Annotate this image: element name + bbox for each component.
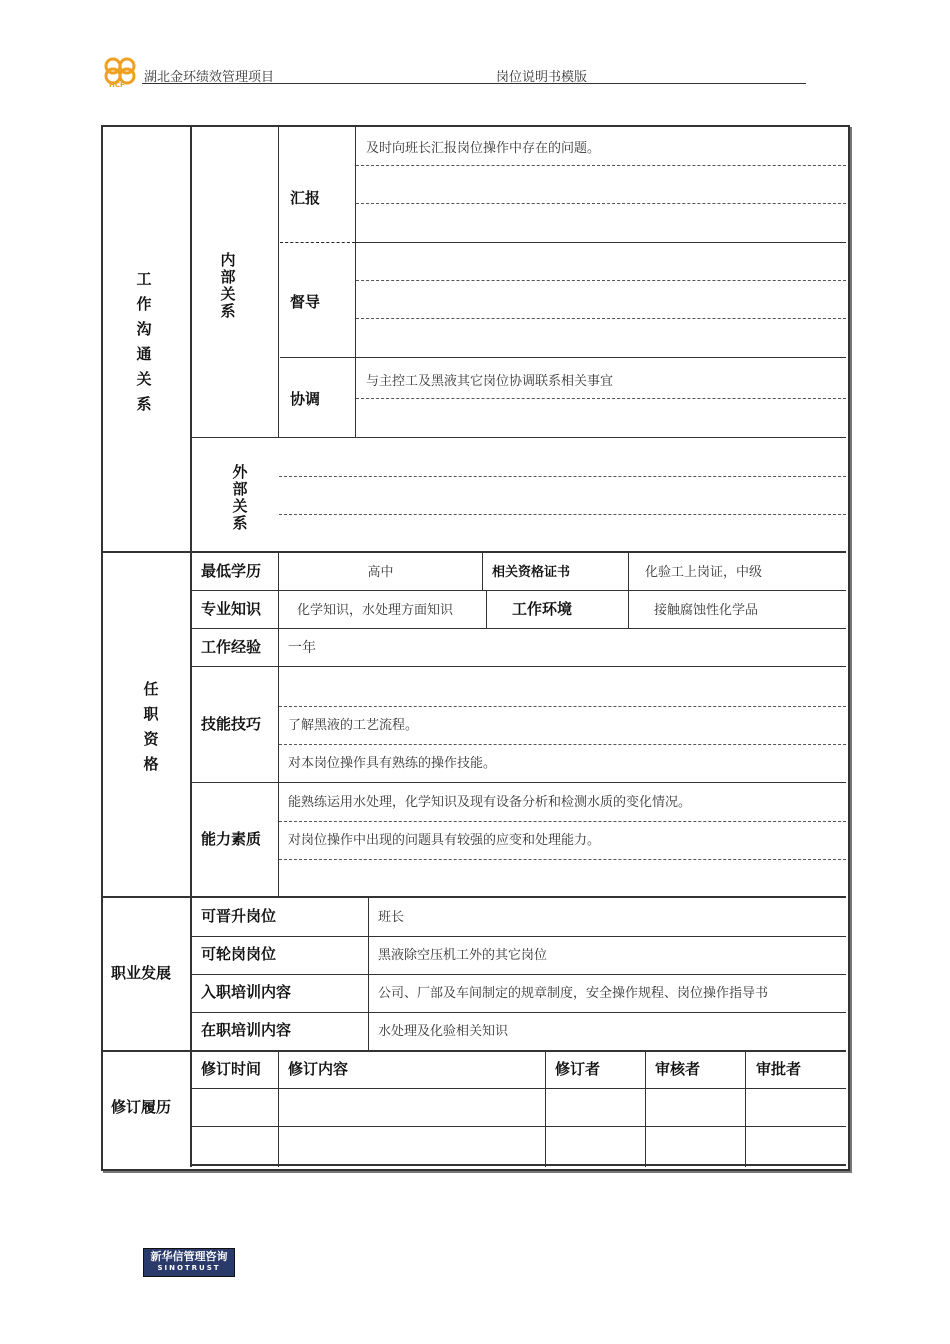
experience-label: 工作经验	[201, 638, 262, 656]
coordinate-text: 与主控工及黑液其它岗位协调联系相关事宜	[366, 374, 614, 389]
skills-label: 技能技巧	[201, 715, 262, 733]
project-name: 湖北金环绩效管理项目	[144, 70, 275, 85]
reviser-header: 修订者	[555, 1060, 601, 1078]
report-text: 及时向班长汇报岗位操作中存在的问题。	[366, 141, 601, 156]
knowledge-label: 专业知识	[201, 600, 262, 618]
external-relations-label: 外部关系	[232, 463, 248, 532]
ability-item: 对岗位操作中出现的问题具有较强的应变和处理能力。	[288, 833, 601, 848]
education-label: 最低学历	[201, 562, 262, 580]
inservice-training-value: 水处理及化验相关知识	[378, 1024, 509, 1039]
document-title: 岗位说明书模版	[496, 70, 588, 85]
career-section-title: 职业发展	[111, 964, 172, 982]
environment-label: 工作环境	[512, 600, 573, 618]
onboarding-training-label: 入职培训内容	[201, 983, 292, 1001]
experience-value: 一年	[288, 640, 316, 656]
approver-header: 审批者	[756, 1060, 802, 1078]
internal-relations-label: 内部关系	[220, 251, 236, 320]
section-line	[103, 1050, 846, 1052]
skill-item: 了解黑液的工艺流程。	[288, 718, 419, 733]
section-line	[103, 551, 846, 553]
footer-brand-cn: 新华信管理咨询	[150, 1250, 228, 1263]
revision-section-title: 修订履历	[111, 1098, 172, 1116]
skill-item: 对本岗位操作具有熟练的操作技能。	[288, 756, 497, 771]
knowledge-value: 化学知识，水处理方面知识	[297, 603, 454, 618]
footer-brand-en: SINOTRUST	[157, 1264, 221, 1272]
section-divider	[190, 127, 192, 1167]
promotion-label: 可晋升岗位	[201, 907, 277, 925]
promotion-value: 班长	[378, 910, 405, 925]
education-value: 高中	[367, 565, 394, 580]
onboarding-training-value: 公司、厂部及车间制定的规章制度，安全操作规程、岗位操作指导书	[378, 986, 769, 1001]
environment-value: 接触腐蚀性化学品	[654, 603, 759, 618]
section-line	[103, 896, 846, 898]
rotation-value: 黑液除空压机工外的其它岗位	[378, 948, 548, 963]
communication-section-title: 工作沟通关系	[136, 270, 152, 413]
supervise-label: 督导	[290, 293, 321, 311]
revision-time-header: 修订时间	[201, 1060, 262, 1078]
inservice-training-label: 在职培训内容	[201, 1021, 292, 1039]
revision-content-header: 修订内容	[288, 1060, 349, 1078]
ability-item: 能熟练运用水处理，化学知识及现有设备分析和检测水质的变化情况。	[288, 795, 692, 810]
logo-text: HCF	[109, 81, 125, 89]
ability-label: 能力素质	[201, 830, 262, 848]
report-label: 汇报	[290, 189, 321, 207]
footer-logo	[143, 1248, 235, 1277]
header-rule	[142, 83, 806, 84]
certificate-label: 相关资格证书	[492, 565, 571, 580]
reviewer-header: 审核者	[655, 1060, 701, 1078]
coordinate-label: 协调	[290, 390, 321, 408]
rotation-label: 可轮岗岗位	[201, 945, 277, 963]
qualification-section-title: 任职资格	[143, 680, 159, 773]
certificate-value: 化验工上岗证，中级	[645, 565, 763, 580]
